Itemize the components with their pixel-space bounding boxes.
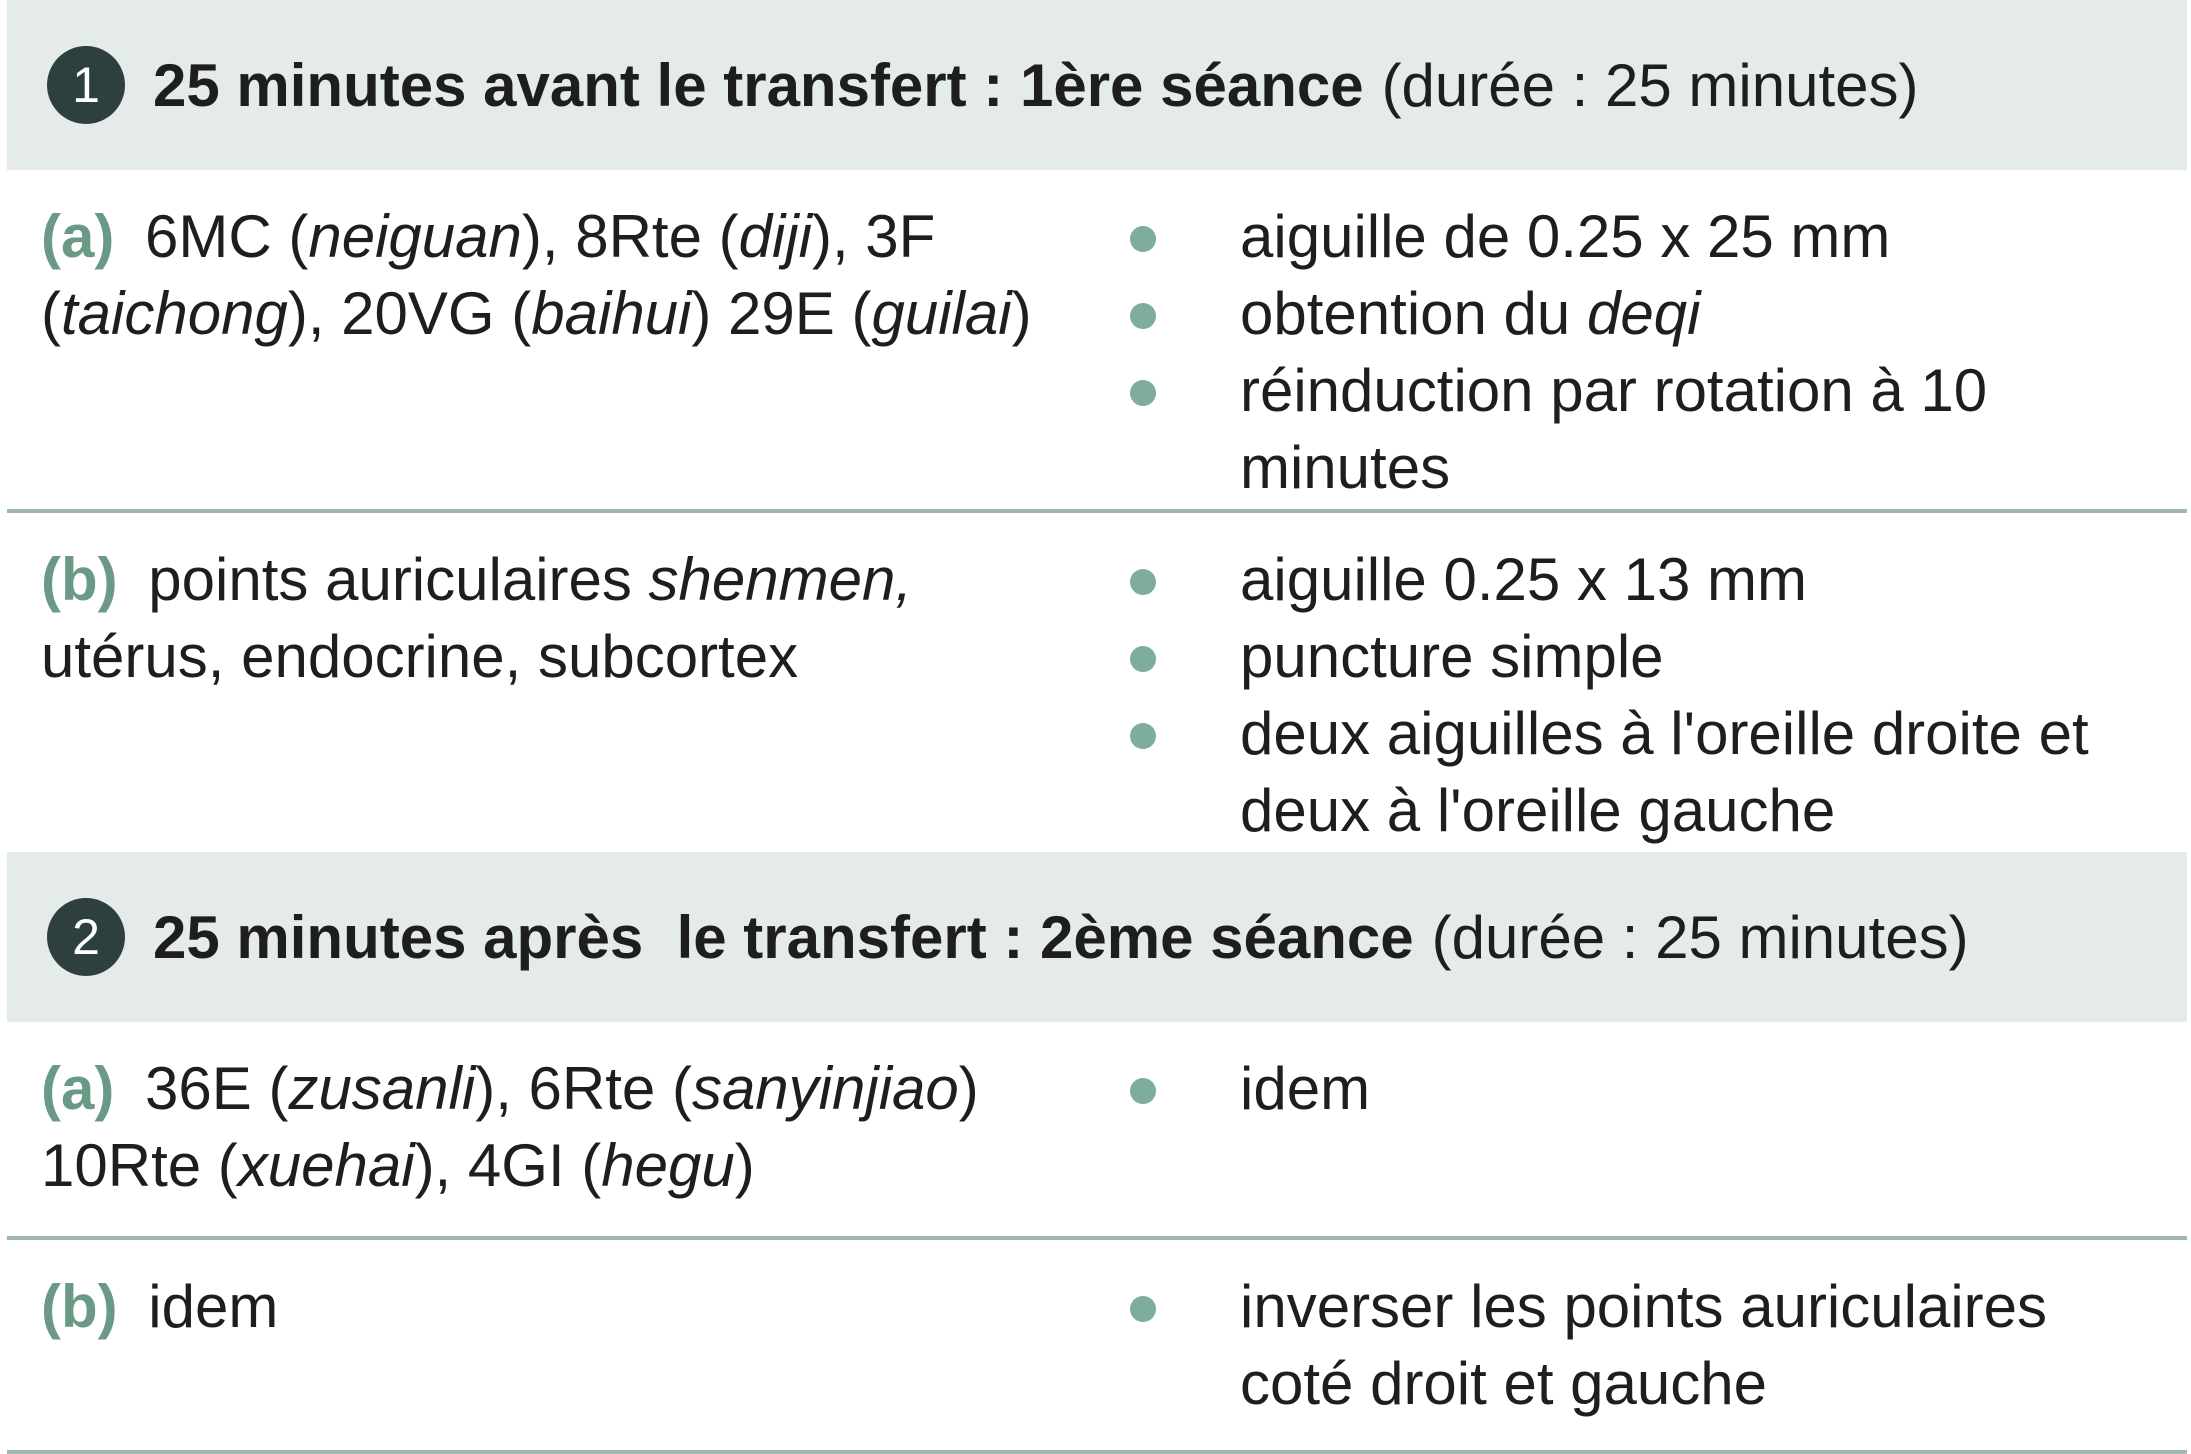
point-name: sanyinjiao xyxy=(691,1055,959,1122)
bullet-dot-icon xyxy=(1130,226,1156,252)
list-item xyxy=(1130,1268,2170,1422)
point-text: ), 4GI ( xyxy=(414,1132,602,1199)
instruction-text: aiguille de 0.25 x 25 mm xyxy=(1240,203,1891,270)
section-1-duration: (durée : 25 minutes) xyxy=(1381,51,1919,119)
instruction-text: aiguille 0.25 x 13 mm xyxy=(1240,546,1807,613)
row-points-cell xyxy=(41,1050,1071,1204)
section-2-header xyxy=(7,852,2187,1022)
point-text: utérus, endocrine, subcortex xyxy=(41,623,799,690)
list-item xyxy=(1130,695,2170,849)
row-tag: (a) xyxy=(41,1055,115,1122)
point-text: ) xyxy=(734,1132,755,1199)
bullet-dot-icon xyxy=(1130,569,1156,595)
list-item xyxy=(1130,352,2170,506)
point-name: baihui xyxy=(531,280,692,347)
acupuncture-points xyxy=(41,546,912,690)
point-text: ) xyxy=(1011,280,1032,347)
list-item xyxy=(1130,275,2170,352)
point-text: ) 29E ( xyxy=(691,280,872,347)
row-points-cell xyxy=(41,541,1071,695)
instruction-text: idem xyxy=(1240,1055,1371,1122)
section-2-duration: (durée : 25 minutes) xyxy=(1431,903,1969,971)
point-name: hegu xyxy=(601,1132,735,1199)
section-1-row-a xyxy=(7,170,2187,510)
bullet-dot-icon xyxy=(1130,1296,1156,1322)
point-text: ) 10Rte ( xyxy=(41,1055,979,1199)
instructions-list xyxy=(1130,198,2170,506)
section-2-title: 25 minutes après le transfert : 2ème séance xyxy=(153,903,1414,971)
bullet-dot-icon xyxy=(1130,1078,1156,1104)
list-item xyxy=(1130,1050,2170,1127)
row-points-cell xyxy=(41,198,1071,352)
row-points-cell xyxy=(41,1268,1071,1345)
instruction-text: deux aiguilles à l'oreille droite et deux à l'oreille gauche xyxy=(1240,700,2089,844)
section-2-row-a xyxy=(7,1022,2187,1237)
section-1-header xyxy=(7,0,2187,170)
acupuncture-points xyxy=(148,1273,278,1340)
bottom-rule xyxy=(7,1450,2187,1454)
instructions-list xyxy=(1130,541,2170,849)
point-name: xuehai xyxy=(237,1132,415,1199)
bullet-dot-icon xyxy=(1130,303,1156,329)
bullet-dot-icon xyxy=(1130,646,1156,672)
list-item xyxy=(1130,198,2170,275)
instructions-list xyxy=(1130,1268,2170,1422)
list-item xyxy=(1130,541,2170,618)
row-tag: (b) xyxy=(41,546,118,613)
bullet-dot-icon xyxy=(1130,380,1156,406)
instruction-italic: deqi xyxy=(1586,280,1701,347)
row-tag: (b) xyxy=(41,1273,118,1340)
instruction-text: puncture simple xyxy=(1240,623,1664,690)
point-text: points auriculaires xyxy=(148,546,649,613)
point-name: neiguan xyxy=(308,203,522,270)
bullet-dot-icon xyxy=(1130,723,1156,749)
point-text: 6MC ( xyxy=(145,203,309,270)
point-text: ), 6Rte ( xyxy=(475,1055,692,1122)
point-name: diji xyxy=(738,203,812,270)
point-name: taichong xyxy=(60,280,288,347)
list-item xyxy=(1130,618,2170,695)
acupuncture-points xyxy=(41,203,1032,347)
point-text: ), 8Rte ( xyxy=(521,203,739,270)
point-name: guilai xyxy=(871,280,1012,347)
point-text: 36E ( xyxy=(145,1055,289,1122)
point-name: shenmen, xyxy=(648,546,913,613)
section-2-number-badge: 2 xyxy=(47,898,125,976)
section-2-row-b xyxy=(7,1240,2187,1450)
instruction-text: obtention du xyxy=(1240,280,1587,347)
row-tag: (a) xyxy=(41,203,115,270)
instruction-text: inverser les points auriculaires coté droit et gauche xyxy=(1240,1273,2048,1417)
point-text: ), 20VG ( xyxy=(287,280,532,347)
instruction-text: réinduction par rotation à 10 minutes xyxy=(1240,357,1988,501)
section-1-number-badge: 1 xyxy=(47,46,125,124)
section-1-title: 25 minutes avant le transfert : 1ère séance xyxy=(153,51,1364,119)
acupuncture-points xyxy=(41,1055,979,1199)
instructions-list xyxy=(1130,1050,2170,1127)
section-1-row-b xyxy=(7,513,2187,853)
point-name: zusanli xyxy=(288,1055,476,1122)
point-text: idem xyxy=(148,1273,279,1340)
point-text: ), 3F ( xyxy=(41,203,936,347)
